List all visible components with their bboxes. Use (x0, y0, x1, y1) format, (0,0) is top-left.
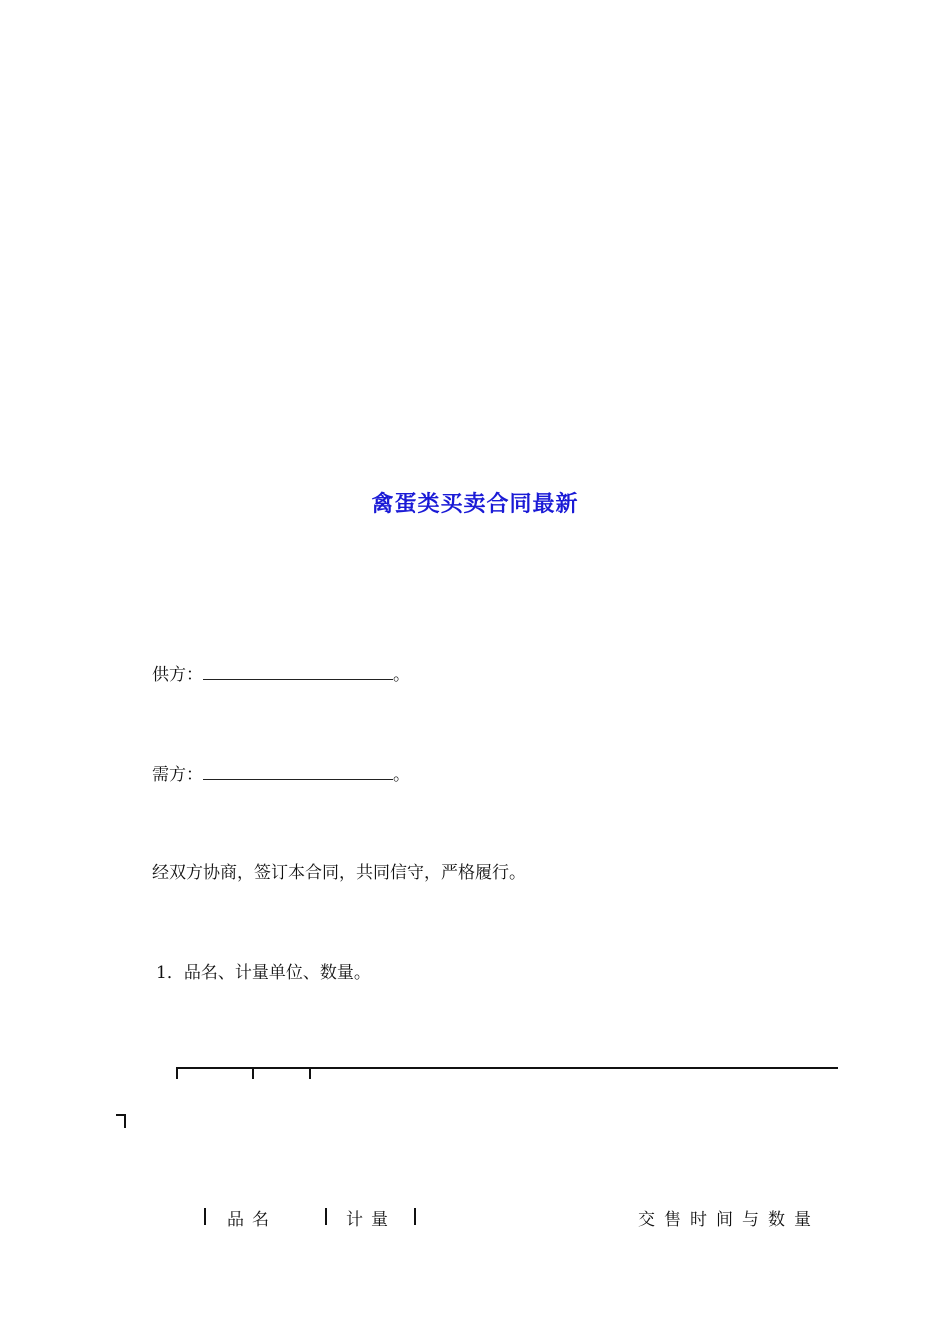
table-top-border (176, 1067, 838, 1069)
supplier-blank (203, 664, 393, 680)
table-header-col2: 计量 (346, 1210, 396, 1230)
contract-title: 禽蛋类买卖合同最新 (371, 491, 579, 517)
table-tick (176, 1069, 178, 1079)
table-header-col3: 交售时间与数量 (638, 1210, 820, 1230)
clause-1-heading: 1．品名、计量单位、数量。 (156, 963, 371, 983)
table-divider (325, 1208, 327, 1225)
buyer-blank (203, 764, 393, 780)
table-divider (414, 1208, 416, 1225)
table-corner (116, 1114, 126, 1128)
supplier-line (152, 660, 410, 685)
table-divider (204, 1208, 206, 1225)
buyer-label: 需方： (152, 765, 203, 785)
table-tick (309, 1069, 311, 1079)
table-header-col1: 品名 (227, 1210, 277, 1230)
buyer-line (152, 760, 410, 785)
intro-paragraph: 经双方协商，签订本合同，共同信守，严格履行。 (152, 863, 526, 883)
supplier-label: 供方： (152, 665, 203, 685)
table-tick (252, 1069, 254, 1079)
buyer-end-mark: 。 (393, 765, 410, 785)
supplier-end-mark: 。 (393, 665, 410, 685)
